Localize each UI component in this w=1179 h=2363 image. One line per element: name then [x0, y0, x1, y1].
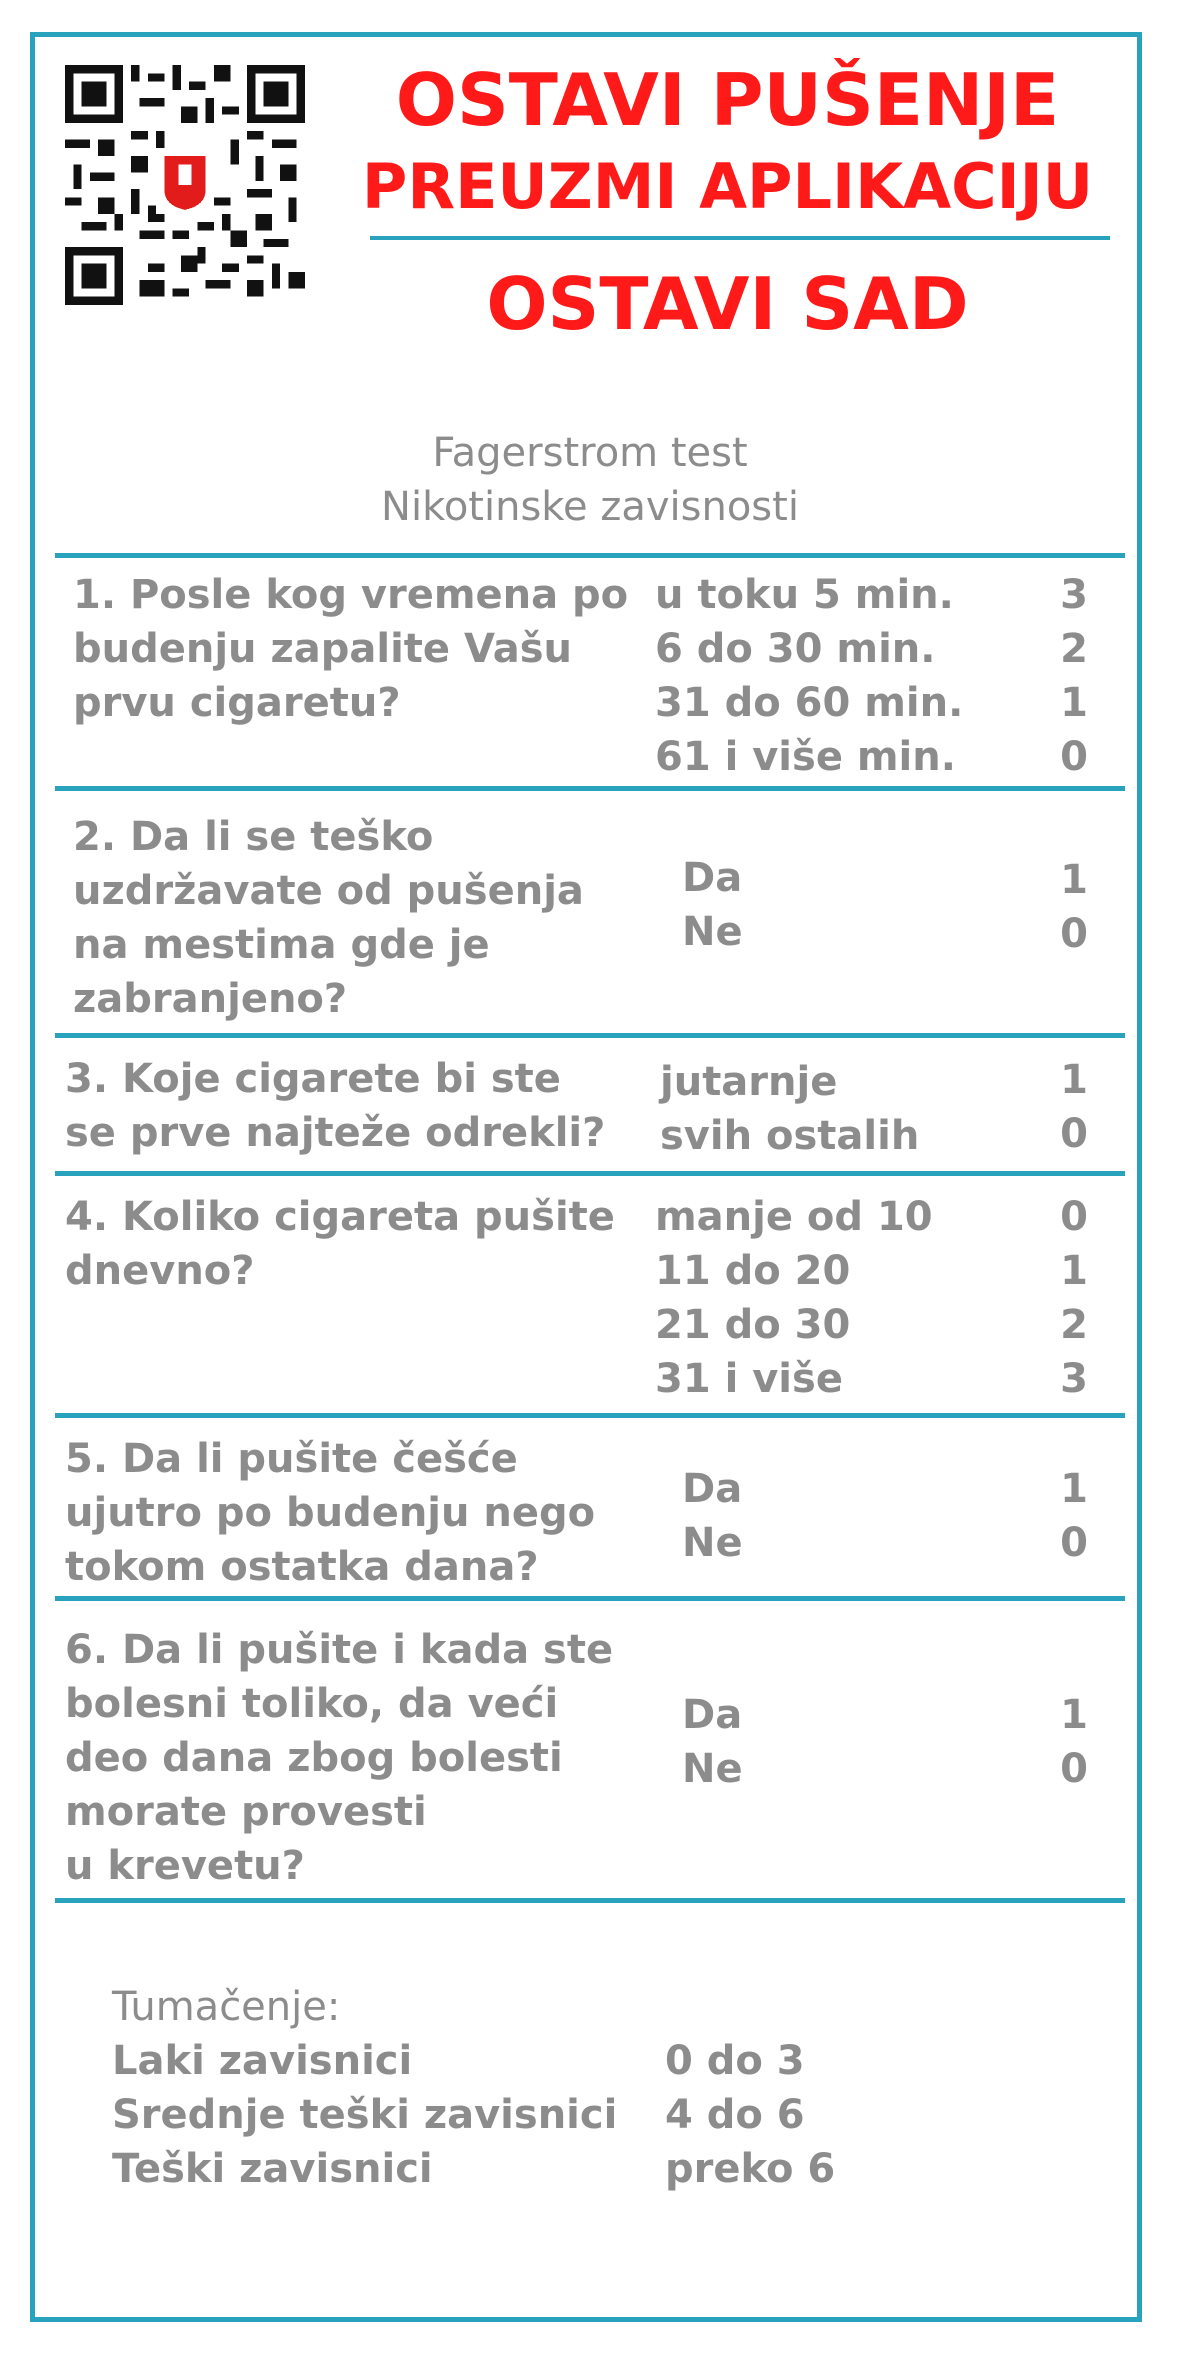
question-1: 1. Posle kog vremena po budenju zapalite Vašu prvu cigaretu? [73, 572, 629, 726]
score: 1 [1060, 1466, 1088, 1512]
score: 2 [1060, 1302, 1088, 1348]
card-frame [30, 32, 1142, 2322]
section-divider [55, 1413, 1125, 1418]
score: 1 [1060, 680, 1088, 726]
question-3-options [660, 1055, 1060, 1163]
headline-divider [370, 236, 1110, 240]
level-label: Srednje teški zavisnici [112, 2092, 618, 2138]
headline-download-app: PREUZMI APLIKACIJU [361, 150, 1094, 223]
qr-code-icon[interactable] [65, 65, 305, 305]
question-6: 6. Da li pušite i kada ste bolesni toliko, da veći deo dana zbog bolesti morate provesti u krevetu? [65, 1627, 614, 1889]
question-5-options [682, 1462, 1082, 1570]
score: 1 [1060, 1248, 1088, 1294]
headline-quit-smoking: OSTAVI PUŠENJE [395, 58, 1060, 142]
question-2-scores [1028, 853, 1088, 961]
score: 0 [1060, 734, 1088, 780]
question-6-scores [1028, 1688, 1088, 1796]
score: 0 [1060, 1194, 1088, 1240]
option: 6 do 30 min. [655, 626, 936, 672]
question-4-scores [1028, 1190, 1088, 1406]
option: Da [682, 855, 743, 901]
score: 0 [1060, 1520, 1088, 1566]
score: 1 [1060, 1057, 1088, 1103]
option: Ne [682, 909, 743, 955]
level-range: 0 do 3 [665, 2038, 805, 2084]
question-3: 3. Koje cigarete bi ste se prve najteže odrekli? [65, 1056, 606, 1156]
option: u toku 5 min. [655, 572, 954, 618]
score: 0 [1060, 1111, 1088, 1157]
option: Ne [682, 1520, 743, 1566]
question-1-scores [1028, 568, 1088, 784]
question-1-options [655, 568, 1055, 784]
score: 1 [1060, 857, 1088, 903]
level-label: Teški zavisnici [112, 2146, 433, 2192]
option: jutarnje [660, 1059, 838, 1105]
section-divider [55, 1171, 1125, 1176]
test-title: Fagerstrom test [432, 430, 748, 476]
headline-quit-now: OSTAVI SAD [486, 262, 969, 346]
interpretation-ranges [665, 2034, 835, 2196]
question-6-options [682, 1688, 1082, 1796]
question-2: 2. Da li se teško uzdržavate od pušenja na mestima gde je zabranjeno? [73, 814, 584, 1022]
level-range: 4 do 6 [665, 2092, 805, 2138]
question-5-scores [1028, 1462, 1088, 1570]
option: Da [682, 1692, 743, 1738]
question-4: 4. Koliko cigareta pušite dnevno? [65, 1194, 615, 1294]
question-5: 5. Da li pušite češće ujutro po budenju nego tokom ostatka dana? [65, 1436, 596, 1590]
option: 61 i više min. [655, 734, 956, 780]
option: 11 do 20 [655, 1248, 851, 1294]
test-subtitle: Nikotinske zavisnosti [381, 484, 799, 530]
score: 0 [1060, 911, 1088, 957]
city-coat-of-arms-icon [156, 148, 214, 214]
option: Da [682, 1466, 743, 1512]
option: svih ostalih [660, 1113, 920, 1159]
score: 3 [1060, 572, 1088, 618]
section-divider [55, 1898, 1125, 1903]
score: 2 [1060, 626, 1088, 672]
score: 3 [1060, 1356, 1088, 1402]
option: Ne [682, 1746, 743, 1792]
question-2-options [682, 851, 1082, 959]
score: 1 [1060, 1692, 1088, 1738]
option: 31 do 60 min. [655, 680, 964, 726]
option: 31 i više [655, 1356, 843, 1402]
interpretation-labels [112, 2034, 617, 2196]
question-4-options [655, 1190, 1055, 1406]
level-range: preko 6 [665, 2146, 836, 2192]
section-divider [55, 786, 1125, 791]
interpretation-heading: Tumačenje: [112, 1984, 341, 2030]
question-3-scores [1028, 1053, 1088, 1161]
level-label: Laki zavisnici [112, 2038, 413, 2084]
section-divider [55, 553, 1125, 558]
section-divider [55, 1596, 1125, 1601]
section-divider [55, 1033, 1125, 1038]
score: 0 [1060, 1746, 1088, 1792]
option: manje od 10 [655, 1194, 933, 1240]
option: 21 do 30 [655, 1302, 851, 1348]
